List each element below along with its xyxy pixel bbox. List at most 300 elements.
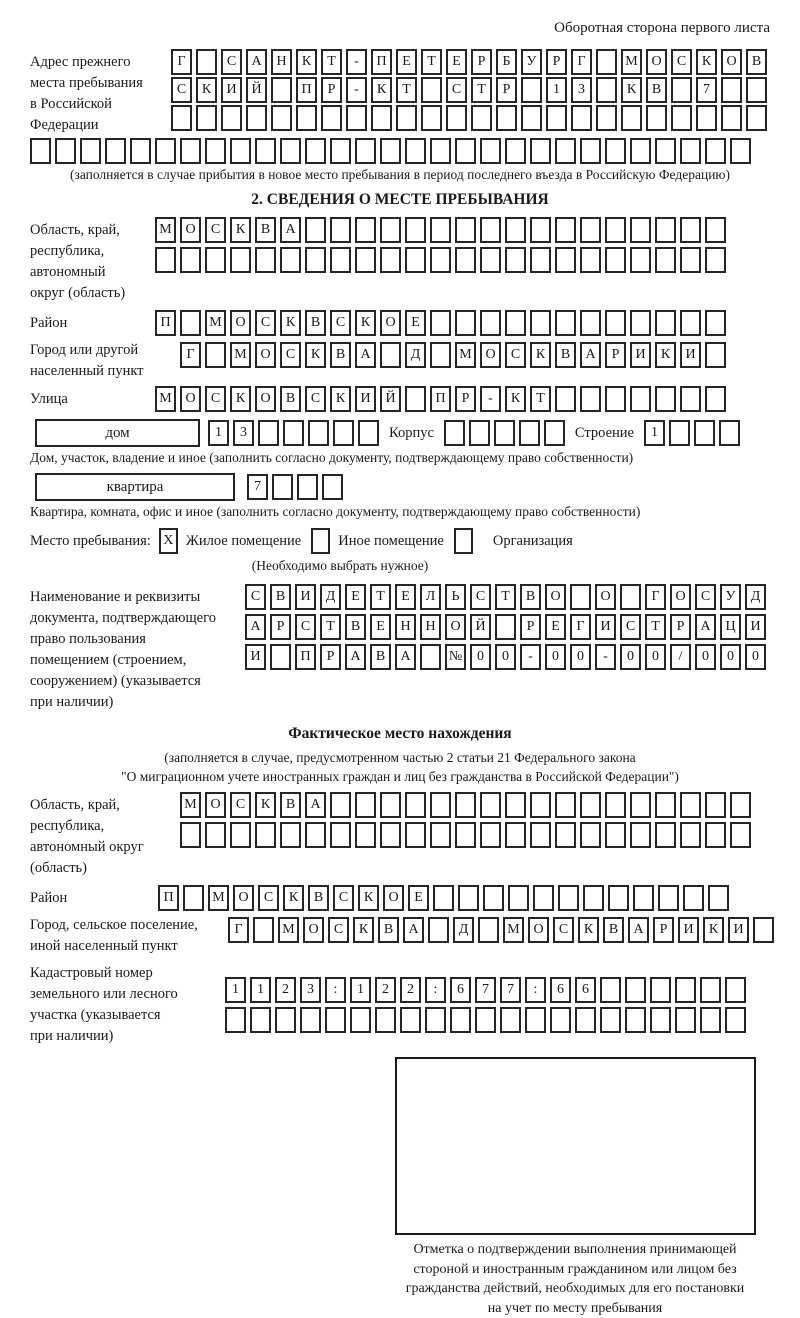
char-box: В — [746, 49, 767, 75]
char-box — [405, 386, 426, 412]
char-box: - — [346, 77, 367, 103]
char-box: Т — [370, 584, 391, 610]
char-box — [671, 77, 692, 103]
actual-location-captions — [30, 748, 770, 786]
apartment-cells — [247, 474, 343, 500]
char-box: А — [403, 917, 424, 943]
label-line: земельного или лесного — [30, 984, 225, 1005]
char-box — [371, 105, 392, 131]
char-box — [196, 49, 217, 75]
prev-address-row-4 — [30, 138, 770, 164]
char-box — [605, 386, 626, 412]
stay-option-checkbox-residential: X — [159, 528, 178, 554]
confirmation-caption — [355, 1240, 795, 1318]
char-box: 0 — [645, 644, 666, 670]
stay-option-checkbox-other — [311, 528, 330, 554]
char-box — [430, 792, 451, 818]
char-box: Й — [470, 614, 491, 640]
char-box: С — [446, 77, 467, 103]
char-box: 2 — [400, 977, 421, 1003]
char-box: О — [180, 386, 201, 412]
char-box — [705, 386, 726, 412]
char-box: - — [595, 644, 616, 670]
char-box: К — [530, 342, 551, 368]
char-box: Р — [455, 386, 476, 412]
char-box — [680, 217, 701, 243]
char-box: Е — [408, 885, 429, 911]
prev-address-caption: (заполняется в случае прибытия в новое место пребывания в период последнего въезда в Российскую Федерацию) — [30, 167, 770, 183]
stay-option-checkbox-organization — [454, 528, 473, 554]
char-box: К — [196, 77, 217, 103]
char-box: К — [703, 917, 724, 943]
char-box — [680, 310, 701, 336]
char-box: В — [370, 644, 391, 670]
char-box: О — [233, 885, 254, 911]
fact-district-cells — [158, 885, 729, 911]
korpus-label: Корпус — [387, 425, 436, 442]
char-box: М — [278, 917, 299, 943]
char-box — [380, 822, 401, 848]
char-box: С — [305, 386, 326, 412]
char-box: О — [380, 310, 401, 336]
fact-district-row — [30, 885, 770, 911]
char-box — [405, 822, 426, 848]
char-box: А — [628, 917, 649, 943]
label-line: округ (область) — [30, 283, 155, 304]
char-box: Т — [421, 49, 442, 75]
char-box — [350, 1007, 371, 1033]
char-box: : — [325, 977, 346, 1003]
char-box: К — [505, 386, 526, 412]
char-box: П — [430, 386, 451, 412]
char-box: Р — [321, 77, 342, 103]
label-line: (область) — [30, 858, 180, 879]
char-box: Т — [321, 49, 342, 75]
char-box — [355, 247, 376, 273]
label-line: Область, край, — [30, 795, 180, 816]
document-row — [30, 584, 770, 713]
char-box — [500, 1007, 521, 1033]
cadastral-rows — [225, 977, 746, 1033]
char-box: К — [578, 917, 599, 943]
char-box — [705, 342, 726, 368]
char-box — [480, 310, 501, 336]
char-box: Д — [453, 917, 474, 943]
char-box — [330, 822, 351, 848]
district-row — [30, 310, 770, 336]
char-box — [605, 138, 626, 164]
prev-address-row-2 — [171, 77, 767, 103]
char-box — [450, 1007, 471, 1033]
char-box — [205, 138, 226, 164]
char-box: П — [295, 644, 316, 670]
char-box — [358, 420, 379, 446]
char-box: Р — [496, 77, 517, 103]
region-row-2 — [155, 247, 726, 273]
char-box: О — [670, 584, 691, 610]
char-box — [708, 885, 729, 911]
char-box: С — [671, 49, 692, 75]
label-line: "О миграционном учете иностранных граждан и лиц без гражданства в Российской Федерации") — [30, 767, 770, 786]
char-box: 7 — [475, 977, 496, 1003]
char-box — [396, 105, 417, 131]
char-box — [655, 792, 676, 818]
char-box — [620, 584, 641, 610]
label-line: документа, подтверждающего — [30, 608, 245, 629]
char-box: В — [280, 792, 301, 818]
char-box: 0 — [570, 644, 591, 670]
char-box: К — [230, 386, 251, 412]
char-box — [480, 138, 501, 164]
char-box — [355, 822, 376, 848]
char-box — [496, 105, 517, 131]
char-box: 3 — [300, 977, 321, 1003]
label-line: сооружением) (указывается — [30, 671, 245, 692]
char-box — [471, 105, 492, 131]
char-box — [694, 420, 715, 446]
fact-region-rows — [180, 792, 751, 848]
label-line: автономный округ — [30, 837, 180, 858]
char-box: С — [230, 792, 251, 818]
char-box — [271, 77, 292, 103]
char-box — [480, 792, 501, 818]
char-box — [555, 247, 576, 273]
char-box — [483, 885, 504, 911]
char-box: 1 — [208, 420, 229, 446]
char-box: Ь — [445, 584, 466, 610]
char-box — [630, 217, 651, 243]
char-box: К — [353, 917, 374, 943]
char-box — [505, 247, 526, 273]
char-box: Е — [370, 614, 391, 640]
char-box: О — [528, 917, 549, 943]
char-box — [521, 77, 542, 103]
apartment-type-box: квартира — [35, 473, 235, 501]
char-box: 0 — [545, 644, 566, 670]
char-box: Й — [246, 77, 267, 103]
actual-location-title: Фактическое место нахождения — [30, 725, 770, 743]
char-box: Е — [396, 49, 417, 75]
char-box — [746, 77, 767, 103]
char-box — [305, 217, 326, 243]
char-box — [630, 792, 651, 818]
char-box — [625, 977, 646, 1003]
char-box: 7 — [500, 977, 521, 1003]
char-box — [455, 310, 476, 336]
char-box: И — [245, 644, 266, 670]
char-box — [430, 247, 451, 273]
char-box: К — [280, 310, 301, 336]
char-box — [533, 885, 554, 911]
char-box — [508, 885, 529, 911]
char-box — [421, 105, 442, 131]
char-box — [505, 217, 526, 243]
char-box: М — [455, 342, 476, 368]
char-box — [575, 1007, 596, 1033]
char-box — [558, 885, 579, 911]
char-box — [430, 310, 451, 336]
char-box: К — [296, 49, 317, 75]
region-rows — [155, 217, 726, 273]
char-box: М — [230, 342, 251, 368]
char-box — [322, 474, 343, 500]
char-box — [530, 310, 551, 336]
char-box: 3 — [571, 77, 592, 103]
char-box: О — [255, 386, 276, 412]
char-box — [478, 917, 499, 943]
char-box — [405, 792, 426, 818]
fact-city-cells — [228, 917, 774, 943]
char-box: И — [728, 917, 749, 943]
char-box: А — [245, 614, 266, 640]
char-box — [655, 217, 676, 243]
char-box — [600, 1007, 621, 1033]
fact-region-label — [30, 792, 180, 879]
char-box — [180, 822, 201, 848]
char-box: В — [555, 342, 576, 368]
char-box: И — [678, 917, 699, 943]
char-box: № — [445, 644, 466, 670]
char-box — [330, 247, 351, 273]
char-box — [555, 310, 576, 336]
char-box: К — [283, 885, 304, 911]
city-cells — [180, 342, 726, 368]
label-line: места пребывания — [30, 73, 171, 94]
char-box: К — [358, 885, 379, 911]
char-box: Г — [171, 49, 192, 75]
char-box — [255, 247, 276, 273]
label-line: Федерации — [30, 115, 171, 136]
char-box — [746, 105, 767, 131]
char-box: В — [255, 217, 276, 243]
char-box — [580, 386, 601, 412]
house-caption: Дом, участок, владение и иное (заполнить согласно документу, подтверждающему право собственности) — [30, 450, 770, 466]
char-box — [596, 77, 617, 103]
char-box — [530, 138, 551, 164]
char-box — [430, 217, 451, 243]
char-box — [630, 310, 651, 336]
char-box — [446, 105, 467, 131]
char-box — [655, 822, 676, 848]
char-box — [475, 1007, 496, 1033]
label-line: республика, — [30, 816, 180, 837]
char-box — [680, 792, 701, 818]
char-box — [55, 138, 76, 164]
char-box: Е — [405, 310, 426, 336]
char-box — [725, 977, 746, 1003]
char-box: О — [646, 49, 667, 75]
char-box: 1 — [546, 77, 567, 103]
char-box: А — [395, 644, 416, 670]
char-box — [530, 247, 551, 273]
label-line: в Российской — [30, 94, 171, 115]
char-box — [458, 885, 479, 911]
char-box — [596, 105, 617, 131]
char-box — [546, 105, 567, 131]
char-box — [580, 138, 601, 164]
char-box — [421, 77, 442, 103]
char-box — [680, 386, 701, 412]
char-box — [580, 822, 601, 848]
char-box — [600, 977, 621, 1003]
char-box: 6 — [450, 977, 471, 1003]
char-box: Т — [471, 77, 492, 103]
document-row-1 — [245, 584, 766, 610]
char-box — [555, 217, 576, 243]
char-box: С — [255, 310, 276, 336]
char-box — [650, 1007, 671, 1033]
char-box: 0 — [470, 644, 491, 670]
char-box: П — [296, 77, 317, 103]
char-box — [275, 1007, 296, 1033]
char-box: В — [345, 614, 366, 640]
label-line: помещением (строением, — [30, 650, 245, 671]
char-box — [580, 792, 601, 818]
char-box — [308, 420, 329, 446]
char-box — [705, 247, 726, 273]
char-box — [753, 917, 774, 943]
char-box — [525, 1007, 546, 1033]
char-box: Т — [320, 614, 341, 640]
char-box — [625, 1007, 646, 1033]
house-type-box: дом — [35, 419, 200, 447]
char-box: А — [355, 342, 376, 368]
document-label — [30, 584, 245, 713]
char-box: 1 — [225, 977, 246, 1003]
char-box: С — [333, 885, 354, 911]
char-box: В — [305, 310, 326, 336]
document-rows — [245, 584, 766, 670]
char-box — [428, 917, 449, 943]
char-box — [300, 1007, 321, 1033]
char-box: К — [305, 342, 326, 368]
fact-district-label: Район — [30, 885, 158, 909]
region-row — [30, 217, 770, 304]
char-box: О — [721, 49, 742, 75]
char-box: Б — [496, 49, 517, 75]
char-box: : — [425, 977, 446, 1003]
char-box: Т — [396, 77, 417, 103]
char-box — [230, 138, 251, 164]
char-box: С — [620, 614, 641, 640]
char-box: А — [695, 614, 716, 640]
char-box: М — [155, 386, 176, 412]
char-box — [455, 138, 476, 164]
char-box: И — [630, 342, 651, 368]
char-box — [580, 310, 601, 336]
char-box — [255, 822, 276, 848]
char-box: / — [670, 644, 691, 670]
label-line: Адрес прежнего — [30, 52, 171, 73]
char-box: А — [246, 49, 267, 75]
char-box: С — [295, 614, 316, 640]
char-box: К — [655, 342, 676, 368]
fact-region-row-2 — [180, 822, 751, 848]
char-box — [321, 105, 342, 131]
char-box: С — [205, 386, 226, 412]
label-line: при наличии) — [30, 692, 245, 713]
apartment-row — [35, 473, 770, 501]
char-box: Р — [520, 614, 541, 640]
char-box: Д — [320, 584, 341, 610]
char-box — [425, 1007, 446, 1033]
char-box: О — [303, 917, 324, 943]
char-box — [505, 822, 526, 848]
char-box: С — [171, 77, 192, 103]
char-box — [605, 822, 626, 848]
apartment-caption: Квартира, комната, офис и иное (заполнить согласно документу, подтверждающему право собственности) — [30, 504, 770, 520]
char-box — [721, 77, 742, 103]
char-box — [570, 584, 591, 610]
char-box — [105, 138, 126, 164]
label-line: Кадастровый номер — [30, 963, 225, 984]
char-box — [380, 217, 401, 243]
char-box: Л — [420, 584, 441, 610]
char-box: Н — [271, 49, 292, 75]
char-box — [155, 247, 176, 273]
char-box — [30, 138, 51, 164]
char-box — [180, 138, 201, 164]
char-box — [705, 138, 726, 164]
cadastral-row-1 — [225, 977, 746, 1003]
label-line: республика, — [30, 241, 155, 262]
char-box — [530, 822, 551, 848]
char-box: Е — [345, 584, 366, 610]
char-box — [480, 217, 501, 243]
label-line: участка (указывается — [30, 1005, 225, 1026]
char-box: О — [383, 885, 404, 911]
char-box — [455, 217, 476, 243]
stroenie-cells — [644, 420, 740, 446]
char-box: П — [155, 310, 176, 336]
char-box — [271, 105, 292, 131]
char-box: К — [355, 310, 376, 336]
char-box — [455, 247, 476, 273]
char-box — [605, 247, 626, 273]
fact-region-row — [30, 792, 770, 879]
char-box: С — [328, 917, 349, 943]
prev-address-label — [30, 49, 171, 136]
stay-option-label-residential: Жилое помещение — [186, 533, 301, 550]
char-box: С — [553, 917, 574, 943]
char-box: Т — [495, 584, 516, 610]
char-box — [325, 1007, 346, 1033]
char-box: О — [255, 342, 276, 368]
char-box: Д — [745, 584, 766, 610]
fact-region-row-1 — [180, 792, 751, 818]
label-line: при наличии) — [30, 1026, 225, 1047]
char-box: С — [280, 342, 301, 368]
char-box: К — [696, 49, 717, 75]
char-box: П — [371, 49, 392, 75]
char-box: Р — [270, 614, 291, 640]
char-box: 7 — [696, 77, 717, 103]
char-box — [283, 420, 304, 446]
label-line: Область, край, — [30, 220, 155, 241]
street-label: Улица — [30, 386, 155, 410]
char-box — [205, 247, 226, 273]
prev-address-row-3 — [171, 105, 767, 131]
char-box — [550, 1007, 571, 1033]
char-box — [630, 822, 651, 848]
stay-option-label-organization: Организация — [493, 533, 573, 550]
char-box: С — [695, 584, 716, 610]
char-box — [455, 792, 476, 818]
char-box: У — [521, 49, 542, 75]
char-box — [80, 138, 101, 164]
char-box: М — [205, 310, 226, 336]
char-box: В — [270, 584, 291, 610]
